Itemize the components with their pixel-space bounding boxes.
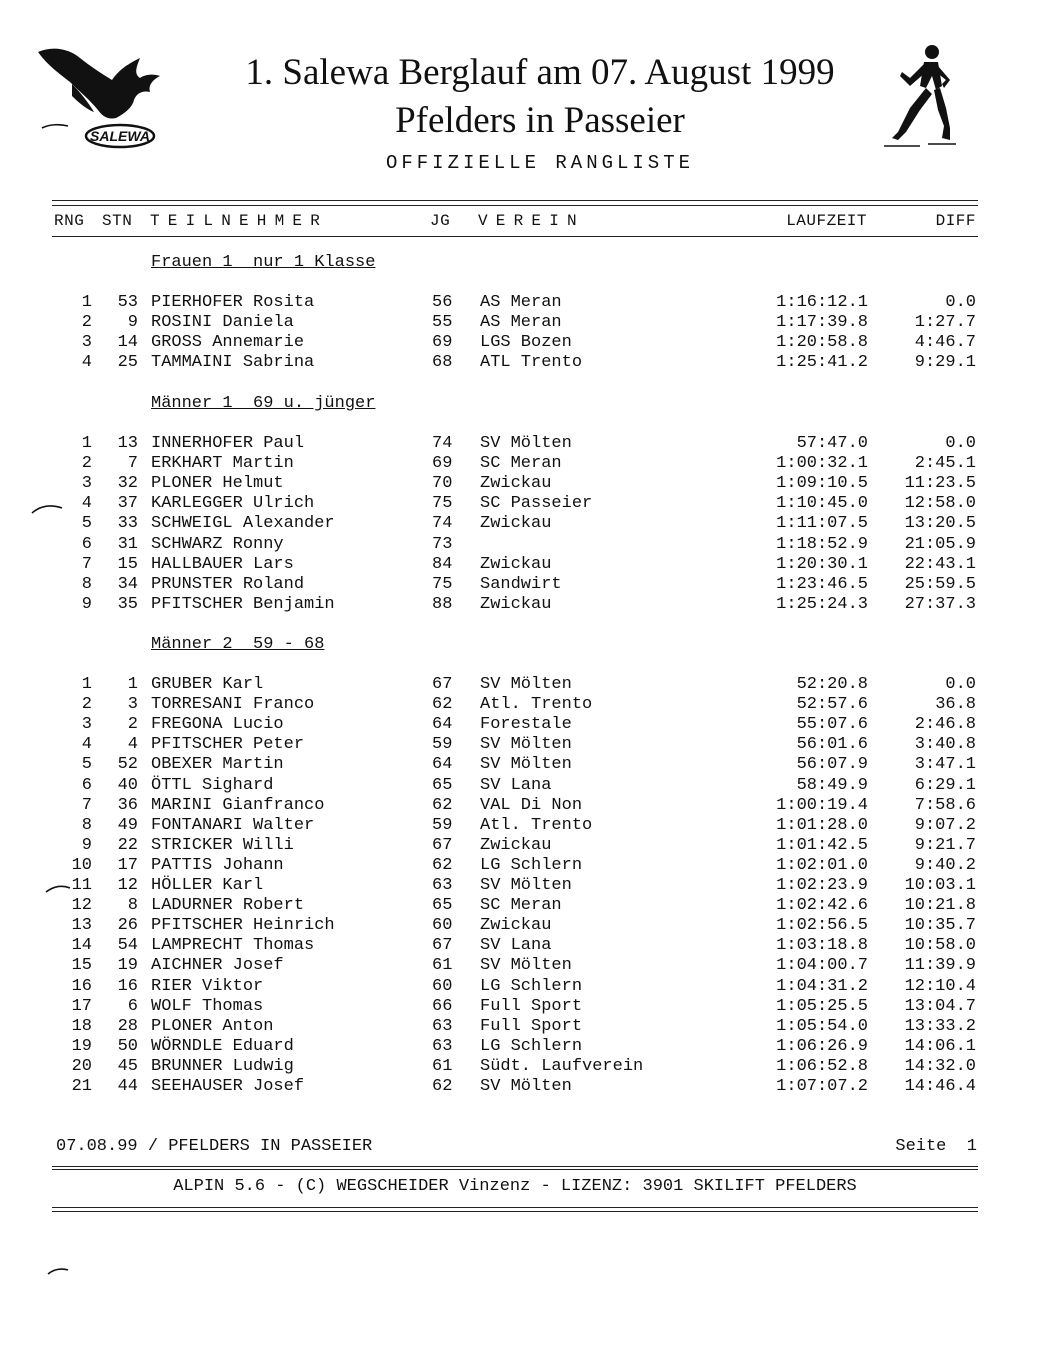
cell-time: 1:02:56.5	[776, 916, 868, 936]
cell-club: SV Mölten	[480, 956, 572, 976]
salewa-eagle-logo	[28, 40, 168, 152]
cell-bib: 50	[117, 1036, 138, 1056]
cell-bib: 19	[117, 956, 138, 976]
cell-rank: 12	[71, 896, 92, 916]
cell-club: SV Mölten	[480, 735, 572, 755]
cell-club: Atl. Trento	[480, 695, 593, 715]
cell-birth-year: 56	[432, 293, 453, 312]
cell-time: 1:06:52.8	[776, 1056, 868, 1076]
pen-mark	[30, 502, 66, 516]
cell-diff: 13:04.7	[904, 996, 976, 1016]
cell-bib: 22	[117, 835, 138, 855]
cell-bib: 7	[127, 454, 138, 474]
cell-name: PLONER Anton	[151, 1016, 274, 1036]
cell-club: AS Meran	[480, 293, 562, 312]
cell-rank: 2	[81, 454, 92, 474]
column-header-jg: JG	[430, 212, 451, 230]
cell-name: PFITSCHER Heinrich	[151, 916, 335, 936]
table-row	[0, 977, 1045, 997]
cell-diff: 3:40.8	[914, 735, 976, 755]
cell-time: 57:47.0	[796, 434, 868, 453]
cell-name: PRUNSTER Roland	[151, 574, 305, 594]
cell-club: Forestale	[480, 715, 572, 735]
cell-bib: 40	[117, 775, 138, 795]
cell-name: STRICKER Willi	[151, 835, 294, 855]
cell-birth-year: 73	[432, 534, 453, 554]
cell-birth-year: 69	[432, 454, 453, 474]
cell-bib: 33	[117, 514, 138, 534]
footer-page-number: Seite 1	[895, 1137, 977, 1156]
cell-time: 1:05:25.5	[776, 996, 868, 1016]
table-row	[0, 715, 1045, 735]
cell-birth-year: 66	[432, 996, 453, 1016]
cell-bib: 37	[117, 494, 138, 514]
group-title: Frauen 1 nur 1 Klasse	[151, 253, 376, 272]
pen-mark	[46, 1265, 72, 1277]
cell-rank: 6	[81, 534, 92, 554]
cell-time: 1:20:58.8	[776, 333, 868, 353]
cell-time: 1:11:07.5	[776, 514, 868, 534]
cell-diff: 12:58.0	[904, 494, 976, 514]
cell-club: SV Mölten	[480, 434, 572, 453]
cell-birth-year: 60	[432, 976, 453, 996]
table-row	[0, 755, 1045, 775]
cell-time: 1:18:52.9	[776, 534, 868, 554]
cell-diff: 36.8	[935, 695, 976, 715]
cell-name: BRUNNER Ludwig	[151, 1056, 294, 1076]
cell-bib: 34	[117, 574, 138, 594]
cell-bib: 12	[117, 876, 138, 895]
cell-name: PFITSCHER Peter	[151, 735, 305, 755]
page-subtitle-location: Pfelders in Passeier	[395, 100, 685, 141]
cell-diff: 0.0	[945, 434, 976, 453]
divider	[52, 1166, 978, 1167]
cell-club: Zwickau	[480, 514, 552, 534]
cell-bib: 8	[127, 896, 138, 916]
table-row	[0, 313, 1045, 333]
footer-date-place: 07.08.99 / PFELDERS IN PASSEIER	[56, 1137, 373, 1156]
cell-club: LG Schlern	[480, 1036, 583, 1056]
cell-rank: 14	[71, 936, 92, 956]
cell-club: Full Sport	[480, 1016, 583, 1036]
cell-club: SC Passeier	[480, 494, 593, 514]
cell-rank: 21	[71, 1077, 92, 1096]
cell-bib: 44	[117, 1077, 138, 1096]
table-row	[0, 816, 1045, 836]
table-row	[0, 535, 1045, 555]
cell-rank: 16	[71, 976, 92, 996]
cell-diff: 14:32.0	[904, 1056, 976, 1076]
cell-club: Zwickau	[480, 594, 552, 614]
divider	[52, 1211, 978, 1212]
cell-rank: 6	[81, 775, 92, 795]
cell-birth-year: 62	[432, 695, 453, 715]
cell-club: Zwickau	[480, 554, 552, 574]
cell-rank: 1	[81, 434, 92, 453]
svg-text:SALEWA: SALEWA	[90, 128, 150, 144]
cell-rank: 2	[81, 695, 92, 715]
cell-club: SV Lana	[480, 936, 552, 956]
table-row	[0, 514, 1045, 534]
cell-diff: 6:29.1	[914, 775, 976, 795]
table-row	[0, 796, 1045, 816]
cell-rank: 15	[71, 956, 92, 976]
cell-diff: 11:23.5	[904, 474, 976, 494]
cell-time: 1:05:54.0	[776, 1016, 868, 1036]
cell-time: 1:10:45.0	[776, 494, 868, 514]
cell-diff: 12:10.4	[904, 976, 976, 996]
cell-diff: 22:43.1	[904, 554, 976, 574]
table-row	[0, 555, 1045, 575]
cell-birth-year: 55	[432, 313, 453, 333]
cell-bib: 14	[117, 333, 138, 353]
cell-rank: 17	[71, 996, 92, 1016]
table-row	[0, 876, 1045, 896]
cell-birth-year: 59	[432, 735, 453, 755]
cell-time: 1:02:01.0	[776, 855, 868, 875]
column-header-diff: DIFF	[935, 212, 976, 230]
cell-diff: 25:59.5	[904, 574, 976, 594]
divider	[52, 205, 978, 206]
cell-time: 1:01:42.5	[776, 835, 868, 855]
cell-name: ERKHART Martin	[151, 454, 294, 474]
cell-time: 1:03:18.8	[776, 936, 868, 956]
table-row	[0, 1077, 1045, 1097]
cell-time: 1:20:30.1	[776, 554, 868, 574]
cell-club: Zwickau	[480, 474, 552, 494]
cell-club: SV Mölten	[480, 1077, 572, 1096]
table-row	[0, 997, 1045, 1017]
cell-club: SV Lana	[480, 775, 552, 795]
cell-time: 56:07.9	[796, 755, 868, 775]
column-header-laufzeit: LAUFZEIT	[786, 212, 867, 230]
table-row	[0, 333, 1045, 353]
divider	[52, 236, 978, 237]
cell-name: INNERHOFER Paul	[151, 434, 305, 453]
cell-rank: 5	[81, 514, 92, 534]
cell-bib: 15	[117, 554, 138, 574]
cell-birth-year: 74	[432, 514, 453, 534]
cell-bib: 35	[117, 594, 138, 614]
table-row	[0, 735, 1045, 755]
cell-birth-year: 67	[432, 835, 453, 855]
table-row	[0, 595, 1045, 615]
cell-diff: 2:46.8	[914, 715, 976, 735]
cell-club: Zwickau	[480, 916, 552, 936]
cell-time: 1:17:39.8	[776, 313, 868, 333]
table-row	[0, 956, 1045, 976]
cell-birth-year: 64	[432, 755, 453, 775]
cell-name: GROSS Annemarie	[151, 333, 305, 353]
cell-name: FONTANARI Walter	[151, 815, 315, 835]
cell-rank: 4	[81, 353, 92, 373]
cell-name: PIERHOFER Rosita	[151, 293, 315, 312]
cell-time: 52:20.8	[796, 675, 868, 694]
table-row	[0, 575, 1045, 595]
cell-diff: 10:35.7	[904, 916, 976, 936]
cell-name: SEEHAUSER Josef	[151, 1077, 305, 1096]
cell-diff: 14:46.4	[904, 1077, 976, 1096]
table-row	[0, 695, 1045, 715]
cell-club: Sandwirt	[480, 574, 562, 594]
cell-birth-year: 84	[432, 554, 453, 574]
cell-bib: 32	[117, 474, 138, 494]
cell-club: SC Meran	[480, 454, 562, 474]
pen-mark	[44, 883, 74, 895]
table-row	[0, 675, 1045, 695]
cell-time: 1:00:19.4	[776, 795, 868, 815]
cell-rank: 2	[81, 313, 92, 333]
cell-diff: 9:21.7	[914, 835, 976, 855]
cell-birth-year: 68	[432, 353, 453, 373]
cell-club: VAL Di Non	[480, 795, 583, 815]
cell-birth-year: 62	[432, 795, 453, 815]
group-title: Männer 1 69 u. jünger	[151, 394, 376, 413]
cell-birth-year: 65	[432, 896, 453, 916]
cell-birth-year: 67	[432, 936, 453, 956]
cell-diff: 13:33.2	[904, 1016, 976, 1036]
cell-birth-year: 61	[432, 1056, 453, 1076]
cell-name: MARINI Gianfranco	[151, 795, 325, 815]
ranking-heading: OFFIZIELLE RANGLISTE	[385, 152, 695, 174]
divider	[52, 200, 978, 201]
cell-time: 1:25:24.3	[776, 594, 868, 614]
cell-name: HÖLLER Karl	[151, 876, 264, 895]
cell-rank: 7	[81, 554, 92, 574]
cell-club: SV Mölten	[480, 876, 572, 895]
cell-time: 1:25:41.2	[776, 353, 868, 373]
cell-time: 1:09:10.5	[776, 474, 868, 494]
cell-time: 1:04:00.7	[776, 956, 868, 976]
cell-diff: 3:47.1	[914, 755, 976, 775]
table-row	[0, 856, 1045, 876]
cell-diff: 21:05.9	[904, 534, 976, 554]
cell-rank: 10	[71, 855, 92, 875]
table-row	[0, 776, 1045, 796]
cell-name: RIER Viktor	[151, 976, 264, 996]
cell-time: 1:23:46.5	[776, 574, 868, 594]
table-row	[0, 353, 1045, 373]
cell-rank: 8	[81, 574, 92, 594]
cell-club: Atl. Trento	[480, 815, 593, 835]
table-row	[0, 896, 1045, 916]
cell-name: SCHWARZ Ronny	[151, 534, 284, 554]
cell-diff: 0.0	[945, 293, 976, 312]
column-header-stn: STN	[102, 212, 133, 230]
cell-bib: 45	[117, 1056, 138, 1076]
cell-diff: 14:06.1	[904, 1036, 976, 1056]
cell-diff: 0.0	[945, 675, 976, 694]
cell-name: OBEXER Martin	[151, 755, 284, 775]
cell-diff: 9:40.2	[914, 855, 976, 875]
cell-rank: 5	[81, 755, 92, 775]
cell-birth-year: 64	[432, 715, 453, 735]
cell-time: 52:57.6	[796, 695, 868, 715]
cell-bib: 49	[117, 815, 138, 835]
cell-diff: 2:45.1	[914, 454, 976, 474]
table-row	[0, 474, 1045, 494]
cell-bib: 13	[117, 434, 138, 453]
cell-name: HALLBAUER Lars	[151, 554, 294, 574]
column-header-rng: RNG	[54, 212, 85, 230]
cell-birth-year: 63	[432, 876, 453, 895]
cell-time: 1:02:23.9	[776, 876, 868, 895]
cell-club: SV Mölten	[480, 755, 572, 775]
cell-diff: 4:46.7	[914, 333, 976, 353]
cell-diff: 11:39.9	[904, 956, 976, 976]
cell-name: TORRESANI Franco	[151, 695, 315, 715]
cell-time: 1:07:07.2	[776, 1077, 868, 1096]
cell-time: 1:01:28.0	[776, 815, 868, 835]
cell-birth-year: 74	[432, 434, 453, 453]
cell-club: SV Mölten	[480, 675, 572, 694]
cell-rank: 4	[81, 735, 92, 755]
cell-birth-year: 59	[432, 815, 453, 835]
cell-club: SC Meran	[480, 896, 562, 916]
cell-diff: 10:21.8	[904, 896, 976, 916]
cell-diff: 27:37.3	[904, 594, 976, 614]
cell-rank: 3	[81, 474, 92, 494]
cell-bib: 28	[117, 1016, 138, 1036]
cell-rank: 19	[71, 1036, 92, 1056]
cell-name: PFITSCHER Benjamin	[151, 594, 335, 614]
cell-rank: 1	[81, 675, 92, 694]
cell-diff: 10:03.1	[904, 876, 976, 895]
cell-diff: 9:29.1	[914, 353, 976, 373]
cell-name: KARLEGGER Ulrich	[151, 494, 315, 514]
cell-bib: 25	[117, 353, 138, 373]
cell-rank: 11	[71, 876, 92, 895]
cell-time: 1:02:42.6	[776, 896, 868, 916]
cell-rank: 18	[71, 1016, 92, 1036]
cell-birth-year: 62	[432, 1077, 453, 1096]
software-license: ALPIN 5.6 - (C) WEGSCHEIDER Vinzenz - LIZENZ: 3901 SKILIFT PFELDERS	[173, 1177, 857, 1196]
cell-rank: 9	[81, 594, 92, 614]
table-row	[0, 494, 1045, 514]
cell-rank: 3	[81, 715, 92, 735]
cell-bib: 31	[117, 534, 138, 554]
cell-club: LGS Bozen	[480, 333, 572, 353]
cell-bib: 4	[127, 735, 138, 755]
cell-bib: 26	[117, 916, 138, 936]
cell-name: LAMPRECHT Thomas	[151, 936, 315, 956]
cell-name: PATTIS Johann	[151, 855, 284, 875]
cell-time: 55:07.6	[796, 715, 868, 735]
table-row	[0, 454, 1045, 474]
cell-rank: 1	[81, 293, 92, 312]
cell-bib: 1	[127, 675, 138, 694]
cell-name: LADURNER Robert	[151, 896, 305, 916]
cell-name: WÖRNDLE Eduard	[151, 1036, 294, 1056]
cell-diff: 9:07.2	[914, 815, 976, 835]
cell-name: AICHNER Josef	[151, 956, 284, 976]
cell-rank: 8	[81, 815, 92, 835]
table-row	[0, 1057, 1045, 1077]
cell-birth-year: 65	[432, 775, 453, 795]
cell-club: Südt. Laufverein	[480, 1056, 644, 1076]
cell-rank: 7	[81, 795, 92, 815]
cell-club: Zwickau	[480, 835, 552, 855]
cell-time: 1:00:32.1	[776, 454, 868, 474]
cell-birth-year: 69	[432, 333, 453, 353]
cell-time: 58:49.9	[796, 775, 868, 795]
cell-time: 56:01.6	[796, 735, 868, 755]
cell-name: ROSINI Daniela	[151, 313, 294, 333]
cell-rank: 4	[81, 494, 92, 514]
cell-diff: 7:58.6	[914, 795, 976, 815]
cell-rank: 20	[71, 1056, 92, 1076]
table-row	[0, 916, 1045, 936]
cell-diff: 1:27.7	[914, 313, 976, 333]
cell-name: WOLF Thomas	[151, 996, 264, 1016]
cell-club: LG Schlern	[480, 855, 583, 875]
group-title: Männer 2 59 - 68	[151, 635, 325, 654]
cell-birth-year: 70	[432, 474, 453, 494]
cell-bib: 16	[117, 976, 138, 996]
cell-bib: 3	[127, 695, 138, 715]
cell-birth-year: 60	[432, 916, 453, 936]
column-header-teilnehmer: TEILNEHMER	[150, 212, 329, 230]
divider	[52, 1207, 978, 1208]
cell-bib: 54	[117, 936, 138, 956]
cell-rank: 3	[81, 333, 92, 353]
cell-birth-year: 67	[432, 675, 453, 694]
cell-name: FREGONA Lucio	[151, 715, 284, 735]
cell-bib: 17	[117, 855, 138, 875]
cell-bib: 9	[127, 313, 138, 333]
table-row	[0, 293, 1045, 313]
cell-bib: 53	[117, 293, 138, 312]
cell-birth-year: 63	[432, 1036, 453, 1056]
cell-name: GRUBER Karl	[151, 675, 264, 694]
cell-diff: 10:58.0	[904, 936, 976, 956]
divider	[52, 1169, 978, 1170]
cell-club: Full Sport	[480, 996, 583, 1016]
cell-bib: 2	[127, 715, 138, 735]
cell-birth-year: 88	[432, 594, 453, 614]
table-row	[0, 936, 1045, 956]
cell-time: 1:16:12.1	[776, 293, 868, 312]
page-title: 1. Salewa Berglauf am 07. August 1999	[245, 52, 835, 93]
cell-name: TAMMAINI Sabrina	[151, 353, 315, 373]
cell-name: PLONER Helmut	[151, 474, 284, 494]
table-row	[0, 434, 1045, 454]
cell-name: SCHWEIGL Alexander	[151, 514, 335, 534]
cell-birth-year: 62	[432, 855, 453, 875]
cell-birth-year: 63	[432, 1016, 453, 1036]
cell-diff: 13:20.5	[904, 514, 976, 534]
cell-birth-year: 75	[432, 574, 453, 594]
cell-rank: 13	[71, 916, 92, 936]
cell-bib: 6	[127, 996, 138, 1016]
table-row	[0, 836, 1045, 856]
cell-bib: 52	[117, 755, 138, 775]
cell-bib: 36	[117, 795, 138, 815]
cell-club: LG Schlern	[480, 976, 583, 996]
cell-rank: 9	[81, 835, 92, 855]
table-row	[0, 1017, 1045, 1037]
cell-club: AS Meran	[480, 313, 562, 333]
cell-time: 1:04:31.2	[776, 976, 868, 996]
column-header-verein: VEREIN	[478, 212, 585, 230]
table-row	[0, 1037, 1045, 1057]
cell-birth-year: 61	[432, 956, 453, 976]
cell-time: 1:06:26.9	[776, 1036, 868, 1056]
cell-birth-year: 75	[432, 494, 453, 514]
cell-club: ATL Trento	[480, 353, 583, 373]
cell-name: ÖTTL Sighard	[151, 775, 274, 795]
